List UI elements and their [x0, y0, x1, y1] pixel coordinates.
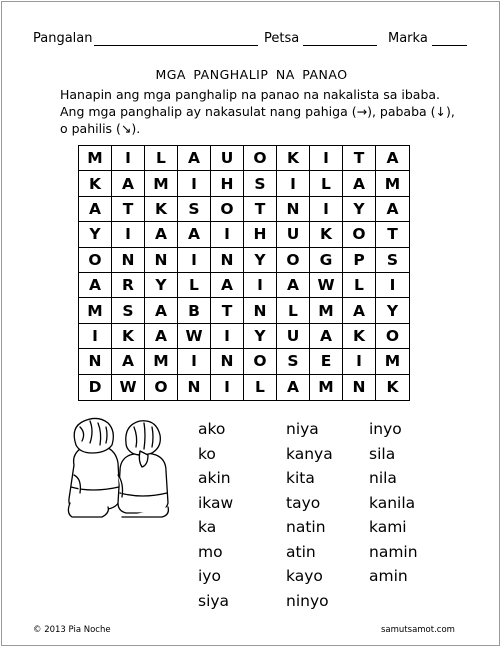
word-item: ka: [198, 518, 217, 536]
word-item: ako: [198, 420, 226, 438]
grid-letter-cell[interactable]: A: [178, 146, 211, 171]
grid-letter-cell[interactable]: U: [277, 324, 310, 349]
grid-letter-cell[interactable]: S: [244, 171, 277, 196]
grid-letter-cell[interactable]: O: [79, 248, 112, 273]
grid-letter-cell[interactable]: O: [244, 349, 277, 374]
grid-letter-cell[interactable]: M: [310, 298, 343, 323]
copyright-text: © 2013 Pia Noche: [33, 625, 111, 635]
grid-letter-cell[interactable]: S: [178, 197, 211, 222]
grid-letter-cell[interactable]: B: [178, 298, 211, 323]
grid-letter-cell[interactable]: L: [178, 273, 211, 298]
word-list-column: [369, 417, 418, 589]
word-item: ko: [198, 444, 216, 463]
grid-letter-cell[interactable]: A: [145, 222, 178, 247]
grid-letter-cell[interactable]: P: [343, 248, 376, 273]
word-item: kayo: [286, 567, 323, 585]
grid-letter-cell[interactable]: A: [277, 375, 310, 400]
grid-letter-cell[interactable]: Y: [145, 273, 178, 298]
grid-letter-cell[interactable]: I: [178, 248, 211, 273]
grid-letter-cell[interactable]: I: [79, 324, 112, 349]
grid-letter-cell[interactable]: L: [244, 375, 277, 400]
word-list-column: [286, 417, 333, 613]
grid-letter-cell[interactable]: K: [79, 171, 112, 196]
grid-letter-cell[interactable]: I: [112, 146, 145, 171]
word-item: kami: [369, 518, 407, 536]
grid-letter-cell[interactable]: L: [277, 298, 310, 323]
grid-letter-cell[interactable]: A: [145, 324, 178, 349]
grid-letter-cell[interactable]: A: [277, 273, 310, 298]
word-item: kanila: [369, 493, 416, 512]
grid-letter-cell[interactable]: N: [112, 248, 145, 273]
grid-letter-cell[interactable]: T: [211, 298, 244, 323]
grid-letter-cell[interactable]: H: [244, 222, 277, 247]
grid-letter-cell[interactable]: W: [310, 273, 343, 298]
instruction-line: o pahilis (↘).: [60, 121, 141, 136]
word-item: natin: [286, 518, 326, 536]
grid-letter-cell[interactable]: N: [178, 375, 211, 400]
instruction-line: Ang mga panghalip ay nakasulat nang pahiga (→), pababa (↓),: [60, 104, 455, 119]
word-item: atin: [286, 542, 316, 561]
word-item: kita: [286, 469, 315, 487]
word-item: namin: [369, 542, 418, 561]
instructions: [60, 86, 460, 137]
word-item: siya: [198, 591, 230, 610]
grid-letter-cell[interactable]: Y: [376, 298, 409, 323]
name-label: Pangalan: [33, 31, 93, 46]
grid-letter-cell[interactable]: A: [211, 273, 244, 298]
grid-letter-cell[interactable]: I: [376, 273, 409, 298]
grid-letter-cell[interactable]: A: [343, 298, 376, 323]
grid-letter-cell[interactable]: K: [112, 324, 145, 349]
grid-letter-cell[interactable]: A: [178, 222, 211, 247]
grid-letter-cell[interactable]: U: [211, 146, 244, 171]
grid-letter-cell[interactable]: S: [376, 248, 409, 273]
grid-letter-cell[interactable]: N: [145, 248, 178, 273]
grid-letter-cell[interactable]: M: [145, 171, 178, 196]
grid-letter-cell[interactable]: I: [211, 375, 244, 400]
grid-letter-cell[interactable]: G: [310, 248, 343, 273]
word-item: tayo: [286, 493, 321, 512]
grid-letter-cell[interactable]: N: [244, 298, 277, 323]
grid-letter-cell[interactable]: K: [310, 222, 343, 247]
grid-letter-cell[interactable]: K: [343, 324, 376, 349]
grid-letter-cell[interactable]: I: [277, 171, 310, 196]
grid-letter-cell[interactable]: O: [145, 375, 178, 400]
grid-letter-cell[interactable]: M: [145, 349, 178, 374]
grid-letter-cell[interactable]: M: [376, 349, 409, 374]
grid-letter-cell[interactable]: K: [277, 146, 310, 171]
grid-letter-cell[interactable]: Y: [79, 222, 112, 247]
word-item: mo: [198, 542, 223, 561]
date-blank-line[interactable]: [303, 45, 377, 46]
grid-letter-cell[interactable]: I: [244, 273, 277, 298]
grid-letter-cell[interactable]: S: [112, 298, 145, 323]
website-text: samutsamot.com: [381, 625, 455, 635]
word-item: inyo: [369, 420, 402, 438]
worksheet-title: MGA PANGHALIP NA PANAO: [155, 67, 348, 82]
word-item: akin: [198, 469, 231, 487]
grid-letter-cell[interactable]: E: [310, 349, 343, 374]
grid-letter-cell[interactable]: I: [310, 146, 343, 171]
grid-letter-cell[interactable]: L: [310, 171, 343, 196]
grid-letter-cell[interactable]: N: [79, 349, 112, 374]
word-item: sila: [369, 444, 396, 463]
grid-letter-cell[interactable]: I: [343, 349, 376, 374]
grid-letter-cell[interactable]: M: [79, 146, 112, 171]
grid-letter-cell[interactable]: O: [343, 222, 376, 247]
grid-letter-cell[interactable]: L: [343, 273, 376, 298]
word-item: kanya: [286, 444, 333, 463]
grid-letter-cell[interactable]: H: [211, 171, 244, 196]
grid-letter-cell[interactable]: T: [112, 197, 145, 222]
grid-letter-cell[interactable]: N: [211, 248, 244, 273]
grid-letter-cell[interactable]: M: [310, 375, 343, 400]
grid-letter-cell[interactable]: T: [343, 146, 376, 171]
grid-letter-cell[interactable]: A: [310, 324, 343, 349]
word-item: iyo: [198, 567, 221, 585]
grid-letter-cell[interactable]: A: [343, 171, 376, 196]
grid-letter-cell[interactable]: O: [211, 197, 244, 222]
grid-letter-cell[interactable]: L: [145, 146, 178, 171]
grid-letter-cell[interactable]: R: [112, 273, 145, 298]
grid-letter-cell[interactable]: T: [244, 197, 277, 222]
grid-letter-cell[interactable]: N: [211, 349, 244, 374]
grid-letter-cell[interactable]: T: [376, 222, 409, 247]
grid-letter-cell[interactable]: M: [79, 298, 112, 323]
word-item: nila: [369, 469, 397, 487]
grid-letter-cell[interactable]: S: [277, 349, 310, 374]
grid-letter-cell[interactable]: O: [376, 324, 409, 349]
grid-letter-cell[interactable]: A: [79, 197, 112, 222]
date-label: Petsa: [264, 31, 300, 46]
grid-letter-cell[interactable]: Y: [244, 324, 277, 349]
grid-letter-cell[interactable]: K: [386, 378, 399, 397]
grid-letter-cell[interactable]: I: [178, 349, 211, 374]
grid-letter-cell[interactable]: W: [178, 324, 211, 349]
children-illustration: [62, 413, 182, 523]
grid-letter-cell[interactable]: O: [277, 248, 310, 273]
grid-letter-cell[interactable]: Y: [244, 248, 277, 273]
grid-letter-cell[interactable]: A: [376, 146, 409, 171]
grid-letter-cell[interactable]: D: [79, 375, 112, 400]
grid-letter-cell[interactable]: I: [112, 222, 145, 247]
grid-letter-cell[interactable]: A: [145, 298, 178, 323]
grid-letter-cell[interactable]: I: [211, 324, 244, 349]
grid-letter-cell[interactable]: I: [310, 197, 343, 222]
grid-letter-cell[interactable]: A: [112, 349, 145, 374]
word-item: niya: [286, 420, 319, 438]
grid-letter-cell[interactable]: A: [112, 171, 145, 196]
score-blank-line[interactable]: [432, 45, 467, 46]
word-item: amin: [369, 567, 408, 585]
grid-letter-cell[interactable]: N: [343, 375, 376, 400]
grid-letter-cell[interactable]: K: [145, 197, 178, 222]
grid-letter-cell[interactable]: O: [244, 146, 277, 171]
word-item: ninyo: [286, 591, 329, 610]
grid-letter-cell[interactable]: W: [112, 375, 145, 400]
word-search-grid: [78, 145, 410, 401]
name-blank-line[interactable]: [94, 45, 258, 46]
grid-letter-cell[interactable]: A: [79, 273, 112, 298]
grid-letter-cell[interactable]: U: [277, 222, 310, 247]
word-item: ikaw: [198, 493, 234, 512]
grid-letter-cell[interactable]: N: [277, 197, 310, 222]
instruction-line: Hanapin ang mga panghalip na panao na nakalista sa ibaba.: [60, 87, 441, 102]
word-list-column: [198, 417, 233, 613]
grid-letter-cell[interactable]: M: [376, 171, 409, 196]
grid-letter-cell[interactable]: I: [211, 222, 244, 247]
grid-letter-cell[interactable]: I: [178, 171, 211, 196]
grid-letter-cell[interactable]: Y: [343, 197, 376, 222]
score-label: Marka: [388, 31, 428, 46]
grid-letter-cell[interactable]: A: [376, 197, 409, 222]
